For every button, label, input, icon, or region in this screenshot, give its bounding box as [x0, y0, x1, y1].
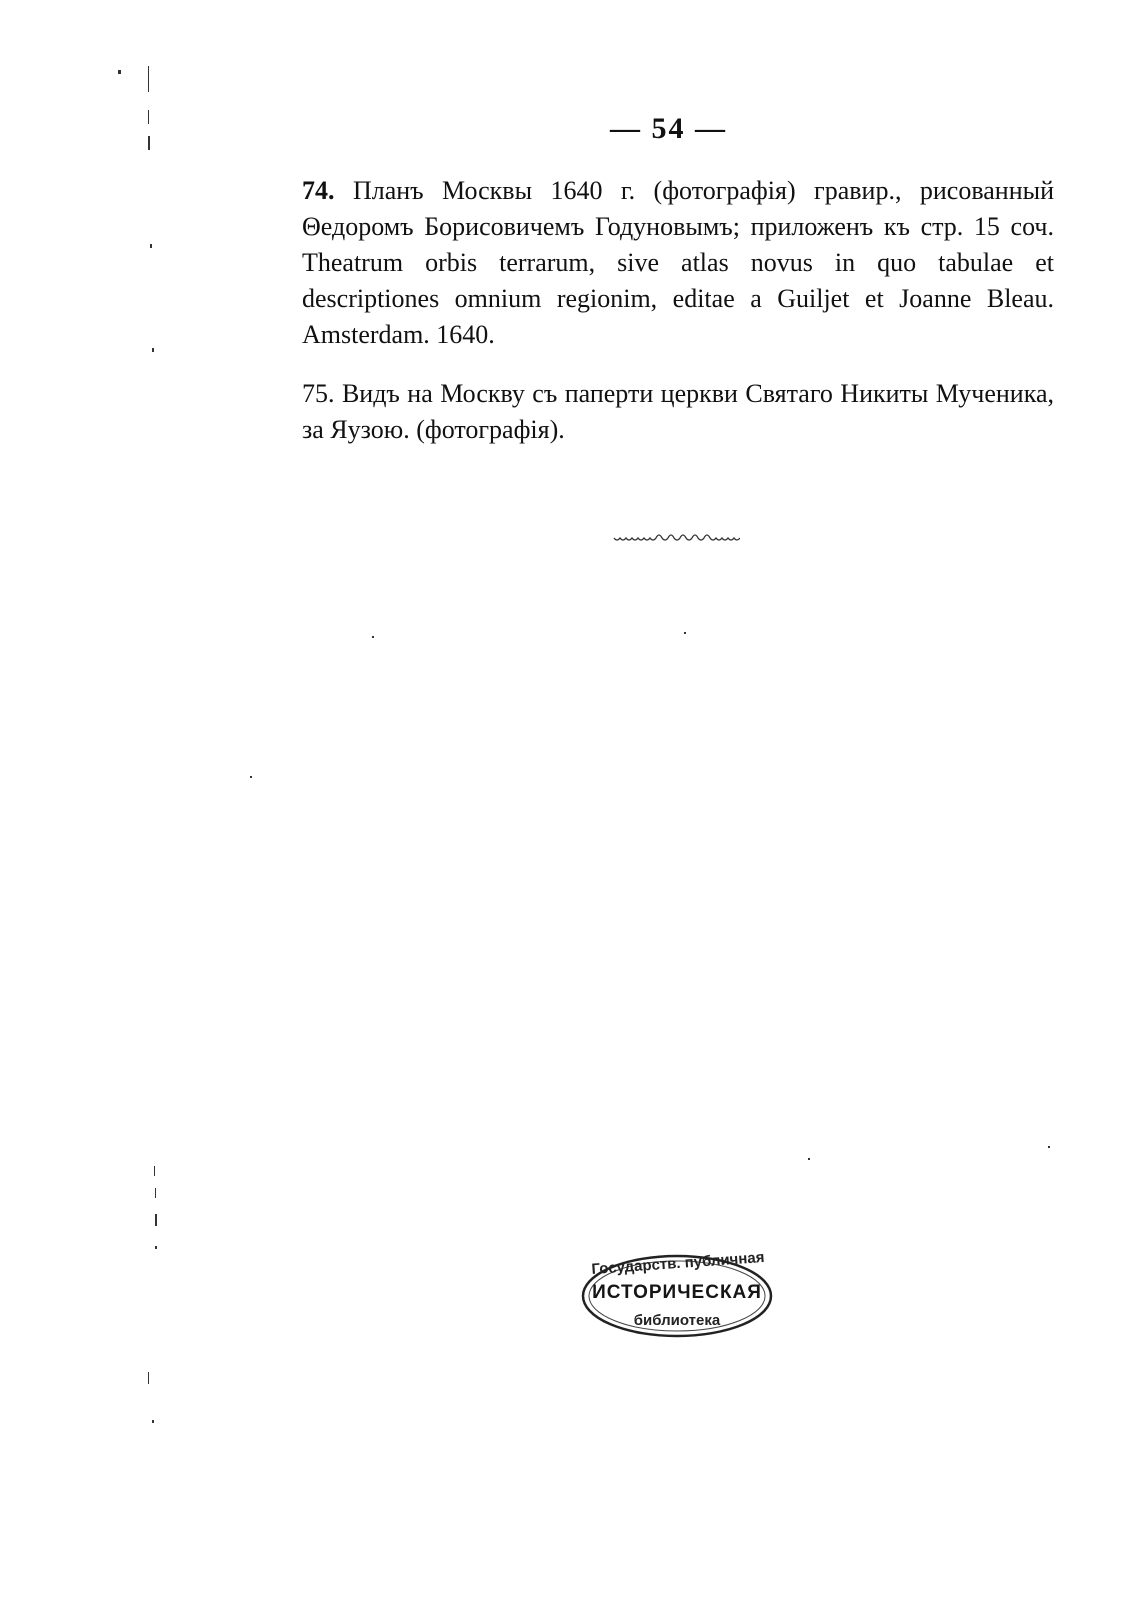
scan-mark [154, 1166, 155, 1176]
scan-mark [150, 244, 152, 248]
scan-mark [1048, 1146, 1050, 1148]
scan-mark [148, 1372, 149, 1384]
stamp-main-text: ИСТОРИЧЕСКАЯ [592, 1282, 762, 1303]
scan-mark [148, 110, 149, 124]
scan-mark [155, 1246, 157, 1249]
scan-mark [155, 1214, 157, 1226]
catalog-entry-74 [302, 173, 1054, 353]
catalog-entry-75 [302, 376, 1054, 448]
entry-text: Видъ на Москву съ паперти церкви Святаго Никиты Мученика, за Яузою. (фотографія). [302, 379, 1054, 444]
scan-mark [684, 632, 686, 634]
page-number: — 54 — [610, 112, 727, 145]
scan-mark [808, 1158, 810, 1160]
scan-mark [155, 1188, 156, 1198]
scan-mark [148, 66, 149, 92]
entry-number: 74. [302, 176, 335, 205]
stamp-bottom-text: библиотека [633, 1312, 721, 1329]
scan-mark [152, 348, 154, 352]
entry-number: 75. [302, 379, 335, 408]
entry-text: Планъ Москвы 1640 г. (фотографія) гравир., рисованный Θедоромъ Борисовичемъ Годуновымъ; приложенъ къ стр. 15 соч. Theatrum orbis terrarum, sive atlas novus in quo tabulae et descriptiones omnium regionim, editae a Guiljet et Joanne Bleau. Amsterdam. 1640. [302, 176, 1055, 349]
scan-mark [250, 776, 252, 778]
scan-mark [372, 636, 374, 638]
scan-mark [118, 70, 121, 74]
scan-mark [148, 136, 150, 150]
ornament-divider [612, 530, 740, 544]
stamp-top-text: Государств. публичная [591, 1248, 765, 1279]
scan-mark [152, 1420, 154, 1423]
library-stamp [578, 1248, 776, 1340]
